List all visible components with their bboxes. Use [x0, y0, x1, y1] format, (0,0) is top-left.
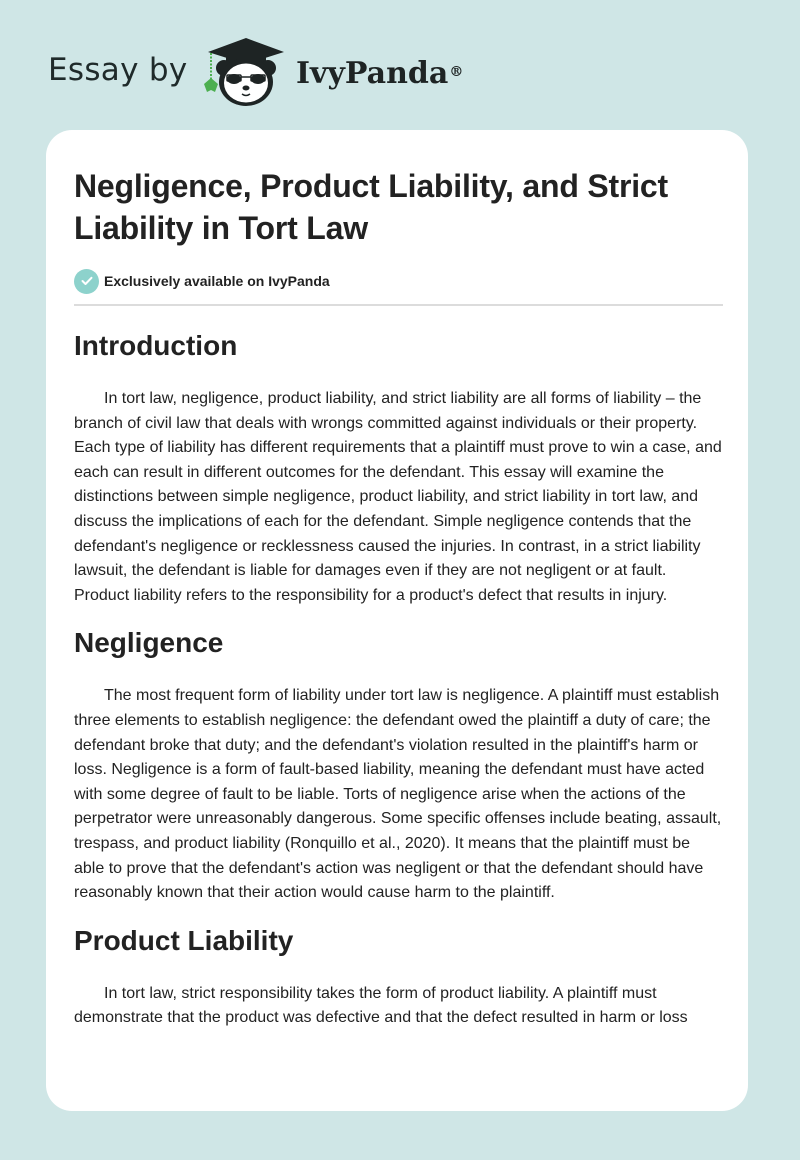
panda-graduate-logo-icon[interactable] — [200, 34, 292, 108]
check-circle-icon — [74, 269, 99, 294]
exclusive-badge — [74, 268, 724, 294]
section-product-liability — [74, 924, 724, 1031]
section-introduction — [74, 329, 724, 608]
brand-text: IvyPanda — [296, 56, 449, 91]
registered-mark: ® — [449, 64, 464, 80]
site-header — [0, 0, 800, 130]
section-heading: Product Liability — [74, 924, 294, 956]
essay-card — [46, 130, 748, 1111]
essay-title: Negligence, Product Liability, and Strict Liability in Tort Law — [74, 168, 668, 246]
section-negligence — [74, 626, 724, 905]
exclusive-badge-text: Exclusively available on IvyPanda — [104, 273, 330, 289]
section-paragraph: In tort law, strict responsibility takes the form of product liability. A plaintiff must demonstrate that the product was defective and that the defect resulted in harm or loss — [74, 984, 688, 1027]
essay-by-label: Essay by — [48, 52, 188, 88]
brand-name[interactable] — [296, 54, 463, 94]
section-paragraph: The most frequent form of liability under tort law is negligence. A plaintiff must establish three elements to establish negligence: the defendant owed the plaintiff a duty of care; the defendant broke that duty; and the defendant's violation resulted in the plaintiff's harm or loss. Negligence is a form of fault-based liability, meaning the defendant must have acted with some degree of fault to be liable. Torts of negligence arise when the actions of the perpetrator were unreasonably dangerous. Some specific offenses include beating, assault, trespass, and product liability (Ronquillo et al., 2020). It means that the plaintiff must be able to prove that the defendant's action was negligent or that the defendant should have reasonably known that their action would cause harm to the plaintiff. — [74, 687, 722, 902]
title-divider — [74, 304, 723, 306]
section-paragraph: In tort law, negligence, product liability, and strict liability are all forms of liability – the branch of civil law that deals with wrongs committed against individuals or their property. Each type of liability has different requirements that a plaintiff must prove to win a case, and each can result in different outcomes for the defendant. This essay will examine the distinctions between simple negligence, product liability, and strict liability in tort law, and discuss the implications of each for the defendant. Simple negligence contends that the defendant's negligence or recklessness caused the injuries. In contrast, in a strict liability lawsuit, the defendant is liable for damages even if they are not negligent or at fault. Product liability refers to the responsibility for a product's defect that results in injury. — [74, 390, 722, 604]
essay-content — [74, 165, 724, 1031]
section-heading: Introduction — [74, 330, 238, 361]
section-heading: Negligence — [74, 627, 224, 659]
